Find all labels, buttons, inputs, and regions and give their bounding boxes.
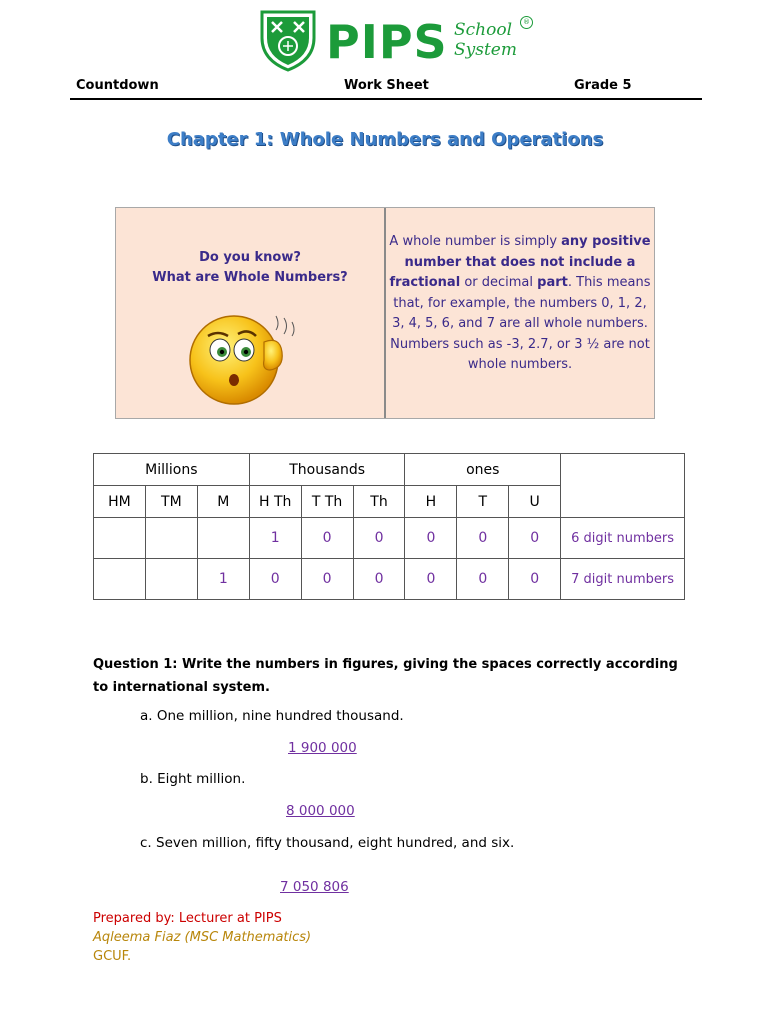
col-h: H — [405, 486, 457, 518]
col-tth: T Th — [301, 486, 353, 518]
chapter-title: Chapter 1: Whole Numbers and Operations — [166, 129, 604, 150]
header-center: Work Sheet — [344, 78, 429, 93]
digit-cell — [145, 559, 197, 600]
brand-name: PIPS — [326, 15, 448, 69]
registered-mark: ® — [520, 16, 533, 29]
school-shield-emblem-icon — [256, 8, 320, 72]
header-left: Countdown — [76, 78, 159, 93]
digit-cell — [94, 559, 146, 600]
digit-cell — [94, 518, 146, 559]
group-ones: ones — [405, 454, 561, 486]
row-label: 7 digit numbers — [561, 559, 685, 600]
group-header-row — [94, 454, 685, 486]
answer-b: 8 000 000 — [286, 803, 355, 819]
footer-line-3: GCUF. — [93, 949, 132, 964]
label-header-cell — [561, 454, 685, 518]
header-divider — [70, 98, 702, 100]
header-right: Grade 5 — [574, 78, 632, 93]
digit-cell: 0 — [457, 518, 509, 559]
question-item-a: a. One million, nine hundred thousand. — [140, 708, 404, 724]
question-item-c: c. Seven million, fifty thousand, eight hundred, and six. — [140, 835, 515, 851]
digit-cell: 0 — [405, 559, 457, 600]
answer-a: 1 900 000 — [288, 740, 357, 756]
digit-cell: 1 — [197, 559, 249, 600]
col-tm: TM — [145, 486, 197, 518]
digit-cell: 0 — [353, 559, 405, 600]
footer-line-2: Aqleema Fiaz (MSC Mathematics) — [93, 930, 312, 945]
digit-cell: 0 — [405, 518, 457, 559]
table-row — [94, 559, 685, 600]
worksheet-header — [70, 78, 702, 98]
digit-cell: 0 — [249, 559, 301, 600]
row-label: 6 digit numbers — [561, 518, 685, 559]
answer-c: 7 050 806 — [280, 879, 349, 895]
digit-cell: 0 — [509, 518, 561, 559]
prepared-by-footer — [93, 909, 311, 966]
whole-numbers-info-box — [115, 207, 655, 419]
info-question: Do you know? What are Whole Numbers? — [152, 250, 348, 285]
brand-tagline: School System — [454, 20, 517, 60]
digit-cell: 0 — [353, 518, 405, 559]
col-hth: H Th — [249, 486, 301, 518]
digit-cell: 0 — [509, 559, 561, 600]
digit-cell — [145, 518, 197, 559]
col-m: M — [197, 486, 249, 518]
question-item-b: b. Eight million. — [140, 771, 246, 787]
digit-cell: 1 — [249, 518, 301, 559]
footer-line-1: Prepared by: Lecturer at PIPS — [93, 911, 282, 926]
col-t: T — [457, 486, 509, 518]
confused-smiley-icon — [176, 306, 316, 406]
digit-cell — [197, 518, 249, 559]
group-millions: Millions — [94, 454, 250, 486]
place-value-table — [93, 453, 685, 600]
group-thousands: Thousands — [249, 454, 405, 486]
digit-cell: 0 — [301, 559, 353, 600]
table-row — [94, 518, 685, 559]
col-th: Th — [353, 486, 405, 518]
col-hm: HM — [94, 486, 146, 518]
pips-logo — [256, 8, 536, 74]
digit-cell: 0 — [457, 559, 509, 600]
whole-number-definition: A whole number is simply any positive number that does not include a fractional or decimal part. This means that, for example, the numbers 0, 1, 2, 3, 4, 5, 6, and 7 are all whole numbers. Numbers such as -3, 2.7, or 3 ½ are not whole numbers. — [389, 234, 651, 372]
col-u: U — [509, 486, 561, 518]
digit-cell: 0 — [301, 518, 353, 559]
info-question-panel — [116, 208, 386, 418]
question-1-prompt: Question 1: Write the numbers in figures, giving the spaces correctly according to international system. — [93, 657, 678, 695]
